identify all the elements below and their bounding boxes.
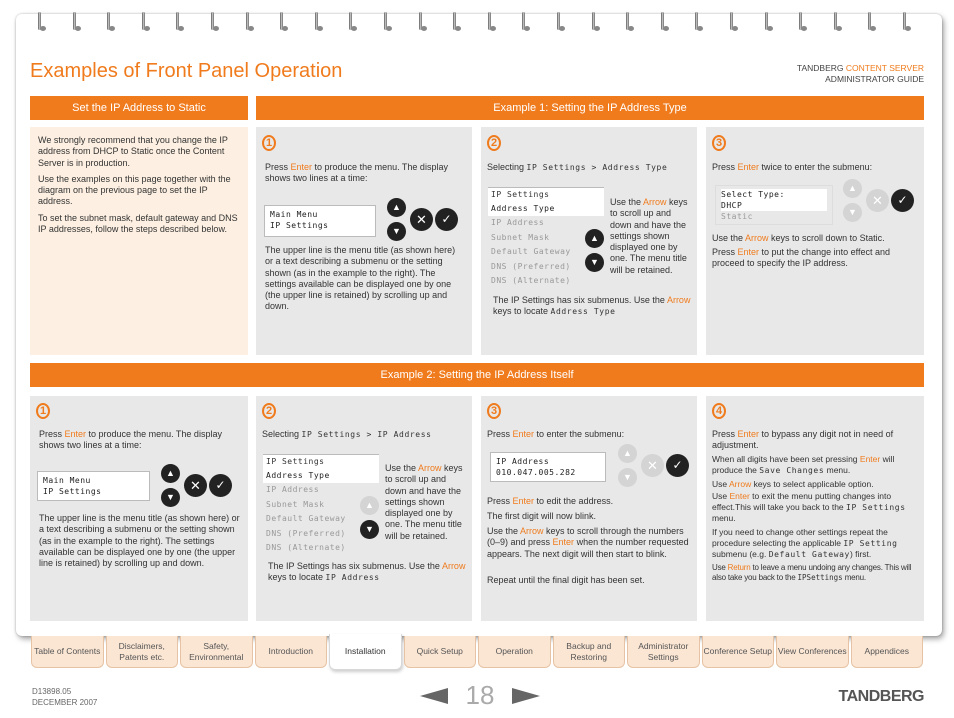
tab-introduction[interactable]: Introduction xyxy=(255,636,328,668)
binding-ring xyxy=(726,12,740,34)
menu-name: Save Changes xyxy=(759,465,825,475)
text: keys to locate xyxy=(268,572,326,583)
arrow-key-label: Arrow xyxy=(643,197,667,207)
text: submenu (e.g. xyxy=(712,549,769,559)
text: to edit the address. xyxy=(534,496,614,506)
arrow-down-icon[interactable]: ▼ xyxy=(618,468,637,487)
binding-ring xyxy=(761,12,775,34)
left-paragraph: Use the examples on this page together with the diagram on the previous page to set the IP address. xyxy=(38,173,231,207)
front-panel-keys xyxy=(387,198,459,244)
menu-item: IP Address xyxy=(266,485,320,494)
tab-safety-environmental[interactable]: Safety, Environmental xyxy=(180,636,253,668)
front-panel-keys xyxy=(618,444,690,490)
menu-item: Subnet Mask xyxy=(491,232,550,242)
binding-ring xyxy=(449,12,463,34)
menu-path: IP Settings > IP Address xyxy=(301,430,432,439)
text: The IP Settings has six submenus. Use the xyxy=(493,295,667,305)
tab-disclaimers-patents-etc[interactable]: Disclaimers, Patents etc. xyxy=(106,636,179,668)
lcd-line: DHCP xyxy=(721,200,827,211)
enter-key-label: Enter xyxy=(859,454,881,464)
binding-ring xyxy=(242,12,256,34)
text: Press xyxy=(265,162,291,172)
binding-ring xyxy=(345,12,359,34)
text: If you need to change other settings repeat the procedure selecting the applicable xyxy=(712,527,888,548)
menu-target: Address Type xyxy=(550,307,616,317)
enter-key-label: Enter xyxy=(737,247,760,257)
tab-view-conferences[interactable]: View Conferences xyxy=(776,636,849,668)
brand-product: CONTENT SERVER xyxy=(845,63,924,73)
left-paragraph: We strongly recommend that you change the IP address from DHCP to Static once the Content Server is in production. xyxy=(38,135,228,168)
example1-step2-panel xyxy=(481,127,697,355)
binding-ring xyxy=(207,12,221,34)
lcd-display xyxy=(264,205,376,237)
binding-ring xyxy=(415,12,429,34)
binding-ring xyxy=(864,12,878,34)
step-intro xyxy=(487,162,693,173)
cross-icon[interactable]: ✕ xyxy=(641,454,664,477)
brand-header xyxy=(797,63,924,85)
page-title: Examples of Front Panel Operation xyxy=(30,60,343,82)
text: Use the xyxy=(712,233,746,243)
doc-number: D13898.05 xyxy=(32,687,72,696)
enter-key-label: Enter xyxy=(290,162,313,172)
arrow-down-icon[interactable]: ▼ xyxy=(360,520,379,539)
binding-ring xyxy=(103,12,117,34)
text: to enter the submenu: xyxy=(534,429,625,439)
enter-key-label: Enter xyxy=(512,429,535,439)
text: keys to locate xyxy=(493,306,551,317)
left-paragraph: To set the subnet mask, default gateway and DNS IP addresses, follow the steps described below. xyxy=(38,212,238,235)
step-note: The first digit will now blink. xyxy=(487,511,597,521)
step-intro xyxy=(487,429,693,440)
brand-company: TANDBERG xyxy=(796,63,844,73)
arrow-down-icon[interactable]: ▼ xyxy=(585,253,604,272)
menu-name: IPSettings xyxy=(797,573,843,582)
text: ) first. xyxy=(849,549,872,559)
text: keys to scroll up and down and have the settings shown displayed one by one. The menu title will be retained. xyxy=(385,463,463,541)
binding-ring xyxy=(34,12,48,34)
arrow-up-icon[interactable]: ▲ xyxy=(360,496,379,515)
example2-step1-panel xyxy=(30,396,248,621)
tab-installation[interactable]: Installation xyxy=(329,634,402,670)
text: Use xyxy=(712,491,730,501)
next-page-icon[interactable] xyxy=(512,688,540,704)
binding-ring xyxy=(899,12,913,34)
binding-ring xyxy=(311,12,325,34)
tandberg-logo: TANDBERG xyxy=(838,688,924,705)
step-intro xyxy=(712,162,918,173)
step-number: 4 xyxy=(712,403,726,419)
footer-doc-info xyxy=(32,686,97,708)
step-number: 2 xyxy=(262,403,276,419)
binding-ring xyxy=(795,12,809,34)
binding-ring xyxy=(657,12,671,34)
text: to produce the menu. The display shows two lines at a time: xyxy=(39,429,222,451)
lcd-line: 010.047.005.282 xyxy=(496,468,576,477)
step-intro xyxy=(262,429,468,440)
step-body: The upper line is the menu title (as shown here) or a text describing a submenu or the setting shown (as in the example to the right). The settings available can be displayed one by one (the upper line is retained) by scrolling up and down. xyxy=(39,513,240,569)
text: Use xyxy=(712,479,730,489)
lcd-line: IP Settings xyxy=(43,487,102,496)
lcd-line: Select Type: xyxy=(721,189,827,200)
menu-name: IP Settings xyxy=(846,502,906,512)
return-key-label: Return xyxy=(727,563,751,572)
text: twice to enter the submenu: xyxy=(759,162,873,172)
step-bottom-note xyxy=(493,295,693,318)
spiral-binding xyxy=(34,12,924,36)
text: menu. xyxy=(824,464,851,475)
doc-date: DECEMBER 2007 xyxy=(32,698,98,707)
menu-item: Default Gateway xyxy=(491,247,571,256)
check-icon[interactable]: ✓ xyxy=(435,208,458,231)
text: keys to scroll up and down and have the settings shown displayed one by one. The menu title will be retained. xyxy=(610,197,688,275)
step-note xyxy=(712,454,922,476)
check-icon[interactable]: ✓ xyxy=(209,474,232,497)
binding-ring xyxy=(830,12,844,34)
text: Press xyxy=(712,162,738,172)
step-note xyxy=(712,429,922,452)
text: to leave a menu undoing any changes. This will also take you back to the xyxy=(712,563,912,582)
binding-ring xyxy=(588,12,602,34)
step-note xyxy=(712,479,922,490)
step-side-note xyxy=(385,463,465,542)
arrow-key-label: Arrow xyxy=(729,479,752,489)
arrow-key-label: Arrow xyxy=(441,561,466,571)
lcd-line: Main Menu xyxy=(270,210,318,219)
binding-ring xyxy=(172,12,186,34)
arrow-key-label: Arrow xyxy=(418,463,442,473)
step-body: The upper line is the menu title (as shown here) or a text describing a submenu or the setting shown (as in the example to the right). The settings available can be displayed one by one (the upper line is retained) by scrolling up and down. xyxy=(265,245,456,312)
lcd-display xyxy=(490,452,606,482)
text: will produce the xyxy=(712,454,895,475)
text: Selecting xyxy=(487,162,527,172)
menu-item: Address Type xyxy=(263,469,379,484)
arrow-up-icon[interactable]: ▲ xyxy=(843,179,862,198)
binding-ring xyxy=(518,12,532,34)
menu-title: IP Settings xyxy=(263,454,379,469)
step-note xyxy=(487,496,693,507)
arrow-down-icon[interactable]: ▼ xyxy=(161,488,180,507)
binding-ring xyxy=(380,12,394,34)
arrow-down-icon[interactable]: ▼ xyxy=(843,203,862,222)
step-bottom-note xyxy=(268,561,468,584)
tab-table-of-contents[interactable]: Table of Contents xyxy=(31,636,104,668)
step-note xyxy=(712,527,922,561)
arrow-up-icon[interactable]: ▲ xyxy=(618,444,637,463)
menu-item: DNS (Alternate) xyxy=(491,276,571,285)
page-number: 18 xyxy=(465,680,495,710)
lcd-line: Main Menu xyxy=(43,476,91,485)
step-number: 1 xyxy=(36,403,50,419)
step-number: 2 xyxy=(487,135,501,151)
text: Press xyxy=(487,496,513,506)
text: The IP Settings has six submenus. Use the xyxy=(268,561,442,571)
text: to bypass any digit not in need of adjustment. xyxy=(712,429,894,451)
cross-icon[interactable]: ✕ xyxy=(866,189,889,212)
enter-key-label: Enter xyxy=(552,537,575,548)
step-number: 1 xyxy=(262,135,276,151)
arrow-key-label: Arrow xyxy=(520,526,544,536)
example2-header: Example 2: Setting the IP Address Itself xyxy=(30,363,924,387)
check-icon[interactable]: ✓ xyxy=(891,189,914,212)
text: keys to select applicable option. xyxy=(751,479,874,489)
lcd-line-option: Static xyxy=(721,212,753,221)
example1-header: Example 1: Setting the IP Address Type xyxy=(256,96,924,120)
previous-page-icon[interactable] xyxy=(420,688,448,704)
text: Use the xyxy=(610,197,644,207)
binding-ring xyxy=(691,12,705,34)
menu-item: Subnet Mask xyxy=(266,499,325,509)
arrow-up-icon[interactable]: ▲ xyxy=(387,198,406,217)
text: Selecting xyxy=(262,429,302,439)
menu-path: IP Settings > Address Type xyxy=(526,163,668,172)
example2-step2-panel xyxy=(256,396,472,621)
tab-appendices[interactable]: Appendices xyxy=(851,636,924,668)
menu-name: IP Setting xyxy=(843,538,898,548)
text: Use xyxy=(712,563,728,572)
text: Press xyxy=(712,429,738,439)
front-panel-keys xyxy=(161,464,233,510)
tab-backup-and-restoring[interactable]: Backup and Restoring xyxy=(553,636,626,668)
menu-item: IP Address xyxy=(491,218,545,227)
example2-step3-panel xyxy=(481,396,697,621)
text: to produce the menu. The display shows two lines at a time: xyxy=(265,162,448,184)
menu-item: DNS (Preferred) xyxy=(491,261,571,271)
enter-key-label: Enter xyxy=(729,491,750,501)
menu-item: Default Gateway xyxy=(266,514,346,523)
enter-key-label: Enter xyxy=(737,162,760,172)
arrow-up-icon[interactable]: ▲ xyxy=(585,229,604,248)
arrow-key-label: Arrow xyxy=(745,233,769,243)
lcd-line: IP Settings xyxy=(270,221,329,230)
step-note xyxy=(712,563,922,583)
text: Use the xyxy=(385,463,419,473)
lcd-line: IP Address xyxy=(496,457,550,466)
tab-conference-setup[interactable]: Conference Setup xyxy=(702,636,775,668)
enter-key-label: Enter xyxy=(512,496,535,506)
text: to put the change into effect and proceed to specify the IP address. xyxy=(712,247,890,269)
front-panel-keys xyxy=(360,496,380,542)
tab-operation[interactable]: Operation xyxy=(478,636,551,668)
step-number: 3 xyxy=(487,403,501,419)
section-tabs xyxy=(30,636,924,670)
menu-item: DNS (Alternate) xyxy=(266,543,346,552)
menu-target: IP Address xyxy=(325,573,380,583)
step-number: 3 xyxy=(712,135,726,151)
brand-guide: ADMINISTRATOR GUIDE xyxy=(825,74,924,84)
text: When all digits have been set pressing xyxy=(712,454,860,464)
text: when the number requested appears. The next digit will then start to blink. xyxy=(487,537,689,559)
lcd-display xyxy=(715,185,833,225)
tab-administrator-settings[interactable]: Administrator Settings xyxy=(627,636,700,668)
text: Press xyxy=(712,247,738,257)
enter-key-label: Enter xyxy=(737,429,760,439)
cross-icon[interactable]: ✕ xyxy=(410,208,433,231)
step-note xyxy=(487,526,693,560)
tab-quick-setup[interactable]: Quick Setup xyxy=(404,636,477,668)
enter-key-label: Enter xyxy=(64,429,87,439)
step-intro xyxy=(39,429,241,452)
front-panel-keys xyxy=(843,179,915,225)
example2-step4-panel xyxy=(706,396,924,621)
binding-ring xyxy=(622,12,636,34)
example1-step1-panel xyxy=(256,127,472,355)
menu-item: DNS (Preferred) xyxy=(266,528,346,538)
pager xyxy=(420,680,540,714)
binding-ring xyxy=(484,12,498,34)
step-intro xyxy=(265,162,465,185)
arrow-up-icon[interactable]: ▲ xyxy=(161,464,180,483)
text: keys to scroll through the numbers (0–9) and press xyxy=(487,526,684,548)
menu-item-selected: Address Type xyxy=(488,202,604,217)
check-icon[interactable]: ✓ xyxy=(666,454,689,477)
text: Press xyxy=(487,429,513,439)
arrow-key-label: Arrow xyxy=(666,295,691,305)
text: keys to scroll down to Static. xyxy=(768,233,885,243)
step-side-note xyxy=(610,197,690,276)
step-note: Repeat until the final digit has been set. xyxy=(487,575,645,585)
text: Press xyxy=(39,429,65,439)
menu-name: Default Gateway xyxy=(768,550,850,559)
text: menu. xyxy=(842,573,866,582)
front-panel-keys xyxy=(585,229,605,275)
example1-step3-panel xyxy=(706,127,924,355)
step-note xyxy=(712,247,918,270)
text: to exit the menu putting changes into effect.This will take you back to the xyxy=(712,491,892,512)
step-note xyxy=(712,491,922,524)
arrow-down-icon[interactable]: ▼ xyxy=(387,222,406,241)
binding-ring xyxy=(276,12,290,34)
binding-ring xyxy=(138,12,152,34)
left-section-panel xyxy=(30,127,248,355)
menu-title: IP Settings xyxy=(488,187,604,202)
lcd-display xyxy=(37,471,150,501)
step-note xyxy=(712,233,918,244)
text: menu. xyxy=(712,513,736,523)
binding-ring xyxy=(69,12,83,34)
left-section-header: Set the IP Address to Static xyxy=(30,96,248,120)
text: Use the xyxy=(487,526,521,536)
binding-ring xyxy=(553,12,567,34)
cross-icon[interactable]: ✕ xyxy=(184,474,207,497)
